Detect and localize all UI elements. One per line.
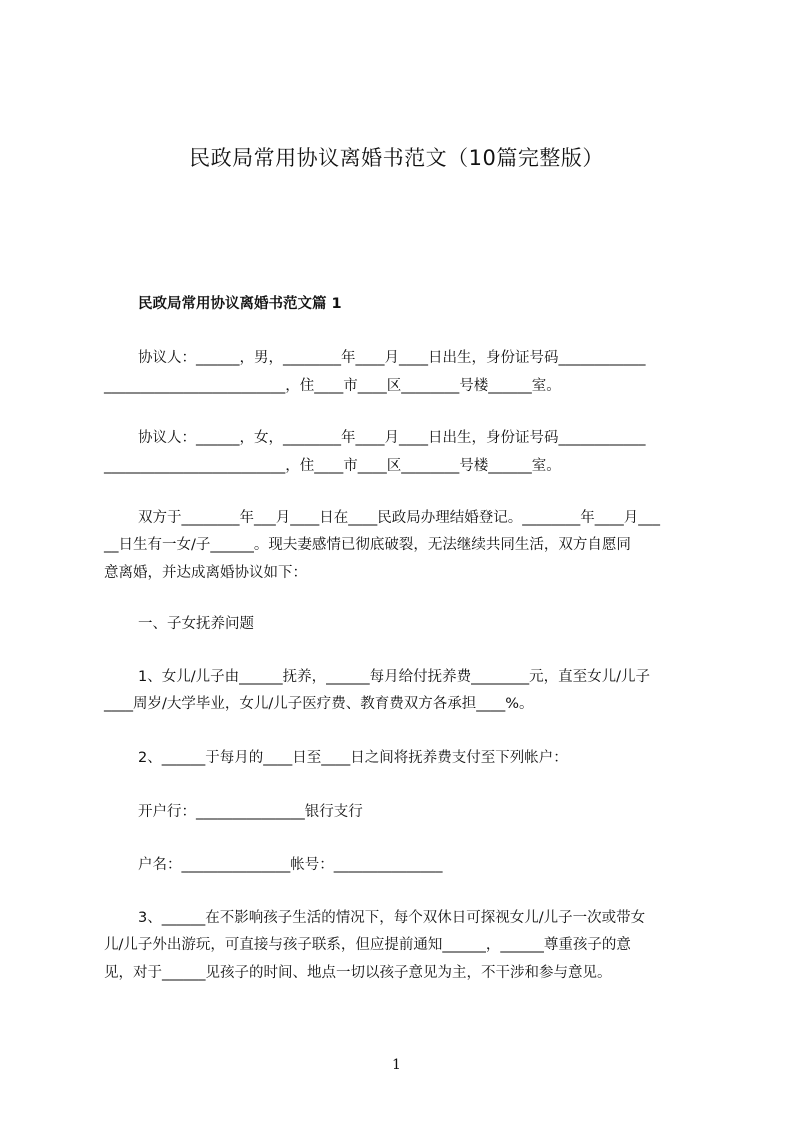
clause-3-line-2: 儿/儿子外出游玩，可直接与孩子联系，但应提前通知______，______尊重孩子的意 [104, 937, 631, 953]
clause-3-line-1: 3、______在不影响孩子生活的情况下，每个双休日可探视女儿/儿子一次或带女 [138, 910, 646, 926]
page-number: 1 [392, 1057, 401, 1073]
clause-1-line-1: 1、女儿/儿子由______抚养，______每月给付抚养费________元，直至女儿/儿子 [138, 669, 650, 685]
account-line: 户名：_______________帐号：_______________ [138, 857, 443, 873]
marriage-paragraph-line-3: 意离婚，并达成离婚协议如下： [104, 565, 307, 581]
clause-2-line: 2、______于每月的____日至____日之间将抚养费支付至下列帐户： [138, 750, 568, 766]
child-custody-heading: 一、子女抚养问题 [138, 616, 254, 632]
clause-3-line-3: 见，对于______见孩子的时间、地点一切以孩子意见为主，不干涉和参与意见。 [104, 965, 612, 981]
agreement-party-female-line-1: 协议人：______，女，________年____月____日出生，身份证号码____________ [138, 430, 646, 446]
clause-1-line-2: ____周岁/大学毕业，女儿/儿子医疗费、教育费双方各承担____%。 [104, 696, 534, 712]
bank-branch-line: 开户行：_______________银行支行 [138, 804, 363, 820]
agreement-party-male-line-1: 协议人：______，男，________年____月____日出生，身份证号码____________ [138, 350, 646, 366]
document-title: 民政局常用协议离婚书范文（10篇完整版） [189, 146, 604, 170]
section-heading: 民政局常用协议离婚书范文篇 1 [138, 296, 342, 312]
marriage-paragraph-line-1: 双方于________年___月____日在____民政局办理结婚登记。________年____月___ [138, 510, 660, 526]
agreement-party-male-line-2: _________________________，住____市____区________号楼______室。 [104, 378, 561, 394]
agreement-party-female-line-2: _________________________，住____市____区________号楼______室。 [104, 458, 561, 474]
marriage-paragraph-line-2: __日生有一女/子______。现夫妻感情已彻底破裂，无法继续共同生活，双方自愿同 [104, 537, 631, 553]
